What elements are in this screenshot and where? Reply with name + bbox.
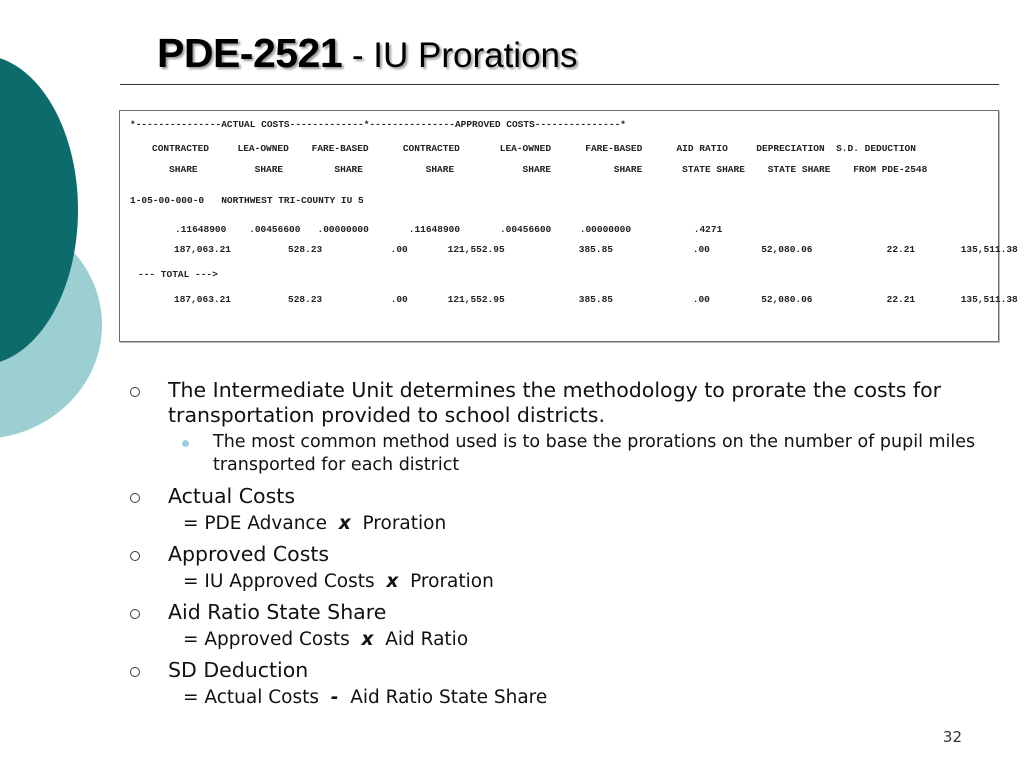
- bullet-methodology: [130, 378, 1000, 428]
- slide-title: [157, 28, 578, 81]
- formula-sd-deduction: [130, 686, 1000, 709]
- report-header-line: *---------------ACTUAL COSTS-------------*---------------APPROVED COSTS---------------*: [130, 119, 626, 130]
- formula-right: Proration: [398, 571, 494, 592]
- formula-actual-costs: [130, 512, 1000, 535]
- title-code: PDE-2521: [157, 30, 343, 76]
- bullet-text: Approved Costs: [168, 542, 330, 566]
- title-divider: [120, 84, 999, 85]
- formula-approved-costs: [130, 570, 1000, 593]
- sub-bullet-text: The most common method used is to base the prorations on the number of pupil miles transported for each district: [213, 432, 976, 475]
- sub-bullet-pupil-miles: [130, 431, 1000, 477]
- bullet-marker: [130, 609, 140, 619]
- bullet-marker: [130, 667, 140, 677]
- report-column-headers-2: SHARE SHARE SHARE SHARE SHARE SHARE STATE SHARE STATE SHARE FROM PDE-2548: [152, 164, 928, 175]
- page-number: 32: [942, 728, 962, 746]
- bullet-sd-deduction: [130, 658, 1000, 683]
- bullet-marker: [130, 387, 140, 397]
- formula-operator: x: [338, 513, 351, 534]
- report-ratio-row: .11648900 .00456600 .00000000 .11648900 .00456600 .00000000 .4271: [175, 224, 723, 235]
- report-amount-row: 187,063.21 528.23 .00 121,552.95 385.85 .00 52,080.06 22.21 135,511.38: [174, 244, 1018, 255]
- formula-operator: x: [386, 571, 399, 592]
- bullet-aid-ratio-state-share: [130, 600, 1000, 625]
- bullet-actual-costs: [130, 484, 1000, 509]
- proration-report-image: [119, 110, 1018, 342]
- bullet-marker: [130, 551, 140, 561]
- formula-aid-ratio-state-share: [130, 628, 1000, 651]
- formula-left: = IU Approved Costs: [183, 571, 387, 592]
- bullet-text: Aid Ratio State Share: [168, 600, 387, 624]
- formula-operator: x: [361, 629, 374, 650]
- report-iu-line: 1-05-00-000-0 NORTHWEST TRI-COUNTY IU 5: [130, 195, 364, 206]
- report-total-row: 187,063.21 528.23 .00 121,552.95 385.85 .00 52,080.06 22.21 135,511.38: [174, 294, 1018, 305]
- bullet-text: The Intermediate Unit determines the methodology to prorate the costs for transportation provided to school districts.: [168, 378, 942, 427]
- bullet-list: [130, 378, 1000, 716]
- report-column-headers: CONTRACTED LEA-OWNED FARE-BASED CONTRACTED LEA-OWNED FARE-BASED AID RATIO DEPRECIATION S.D. DEDUCTION: [152, 143, 916, 154]
- title-subtitle: - IU Prorations: [342, 36, 578, 75]
- bullet-text: Actual Costs: [168, 484, 295, 508]
- bullet-marker: [130, 493, 140, 503]
- formula-operator: -: [330, 687, 339, 708]
- formula-left: = PDE Advance: [183, 513, 339, 534]
- report-total-label: --- TOTAL --->: [138, 269, 218, 280]
- formula-left: = Actual Costs: [183, 687, 331, 708]
- formula-left: = Approved Costs: [183, 629, 362, 650]
- bullet-approved-costs: [130, 542, 1000, 567]
- formula-right: Aid Ratio: [373, 629, 469, 650]
- formula-right: Aid Ratio State Share: [338, 687, 548, 708]
- bullet-text: SD Deduction: [168, 658, 309, 682]
- sub-bullet-marker: [182, 440, 189, 447]
- formula-right: Proration: [350, 513, 447, 534]
